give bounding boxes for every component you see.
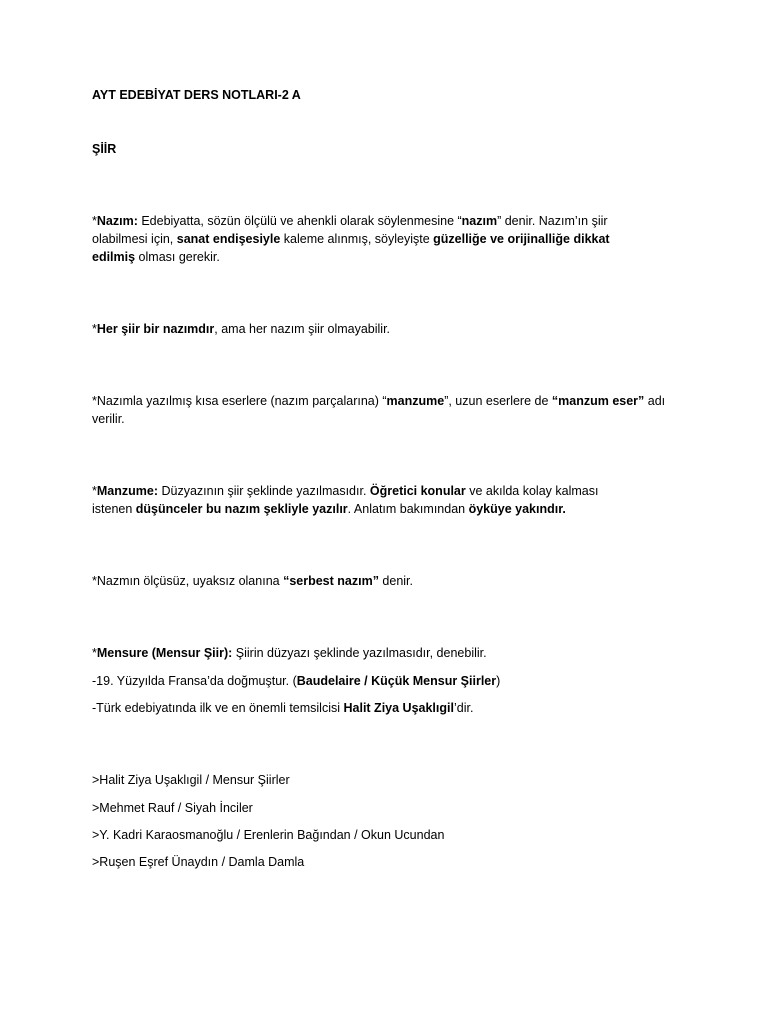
bold-text-run: güzelliğe ve orijinalliğe dikkat bbox=[433, 232, 610, 246]
bold-text-run: öyküye yakındır. bbox=[468, 502, 566, 516]
serbest-nazim-line bbox=[92, 572, 413, 590]
bold-text-run: Mensure (Mensur Şiir): bbox=[96, 646, 233, 660]
nazim-definition-line-2 bbox=[92, 230, 610, 248]
text-run: -Türk edebiyatında ilk ve en önemli temsilcisi bbox=[92, 701, 344, 715]
list-item: >Y. Kadri Karaosmanoğlu / Erenlerin Bağından / Okun Ucundan bbox=[92, 828, 445, 842]
manzume-definition-line-2 bbox=[92, 500, 566, 518]
bold-text-run: nazım bbox=[461, 214, 498, 228]
text-run: denir. bbox=[378, 574, 414, 588]
text-run: olabilmesi için, bbox=[92, 232, 177, 246]
bold-text-run: düşünceler bu nazım şekliyle yazılır bbox=[135, 502, 348, 516]
text-run: *Nazmın ölçüsüz, uyaksız olanına bbox=[92, 574, 284, 588]
list-item: >Ruşen Eşref Ünaydın / Damla Damla bbox=[92, 855, 305, 869]
text-run: verilir. bbox=[92, 412, 125, 426]
text-run: ” denir. Nazım’ın şiir bbox=[497, 214, 608, 228]
text-run: istenen bbox=[92, 502, 136, 516]
mensure-definition-line bbox=[92, 644, 487, 662]
mensure-origin-line bbox=[92, 672, 500, 690]
text-run: kaleme alınmış, söyleyişte bbox=[280, 232, 434, 246]
bold-text-run: Nazım: bbox=[96, 214, 138, 228]
bold-text-run: “manzum eser” bbox=[551, 394, 645, 408]
bold-text-run: manzume bbox=[386, 394, 445, 408]
text-run: * bbox=[92, 214, 97, 228]
text-run: , ama her nazım şiir olmayabilir. bbox=[214, 322, 391, 336]
manzume-note-line-1 bbox=[92, 392, 665, 410]
bold-text-run: Öğretici konular bbox=[369, 484, 466, 498]
text-run: ve akılda kolay kalması bbox=[465, 484, 599, 498]
bold-text-run: Her şiir bir nazımdır bbox=[96, 322, 215, 336]
text-run: Şiirin düzyazı şeklinde yazılmasıdır, denebilir. bbox=[232, 646, 487, 660]
manzume-definition-line-1 bbox=[92, 482, 598, 500]
text-run: *Nazımla yazılmış kısa eserlere (nazım parçalarına) “ bbox=[92, 394, 387, 408]
list-item: >Mehmet Rauf / Siyah İnciler bbox=[92, 801, 253, 815]
bold-text-run: edilmiş bbox=[92, 250, 136, 264]
text-run: Edebiyatta, sözün ölçülü ve ahenkli olarak söylenmesine “ bbox=[137, 214, 462, 228]
bold-text-run: Baudelaire / Küçük Mensur Şiirler bbox=[296, 674, 497, 688]
text-run: ”, uzun eserlere de bbox=[444, 394, 552, 408]
list-item: >Halit Ziya Uşaklıgil / Mensur Şiirler bbox=[92, 773, 290, 787]
mensure-representative-line bbox=[92, 699, 473, 717]
text-run: ’dir. bbox=[453, 701, 474, 715]
text-run: * bbox=[92, 322, 97, 336]
text-run: adı bbox=[644, 394, 666, 408]
text-run: -19. Yüzyılda Fransa’da doğmuştur. ( bbox=[92, 674, 297, 688]
her-siir-nazim-line bbox=[92, 320, 390, 338]
manzume-note-line-2 bbox=[92, 410, 125, 428]
bold-text-run: Halit Ziya Uşaklıgil bbox=[343, 701, 454, 715]
nazim-definition-line-1 bbox=[92, 212, 608, 230]
text-run: Düzyazının şiir şeklinde yazılmasıdır. bbox=[158, 484, 370, 498]
text-run: . Anlatım bakımından bbox=[347, 502, 469, 516]
text-run: olması gerekir. bbox=[135, 250, 220, 264]
nazim-definition-line-3 bbox=[92, 248, 220, 266]
bold-text-run: “serbest nazım” bbox=[283, 574, 379, 588]
text-run: * bbox=[92, 646, 97, 660]
bold-text-run: Manzume: bbox=[96, 484, 158, 498]
bold-text-run: sanat endişesiyle bbox=[176, 232, 281, 246]
text-run: ) bbox=[496, 674, 501, 688]
text-run: * bbox=[92, 484, 97, 498]
document-title: AYT EDEBİYAT DERS NOTLARI-2 A bbox=[92, 88, 301, 102]
section-heading: ŞİİR bbox=[92, 142, 117, 156]
